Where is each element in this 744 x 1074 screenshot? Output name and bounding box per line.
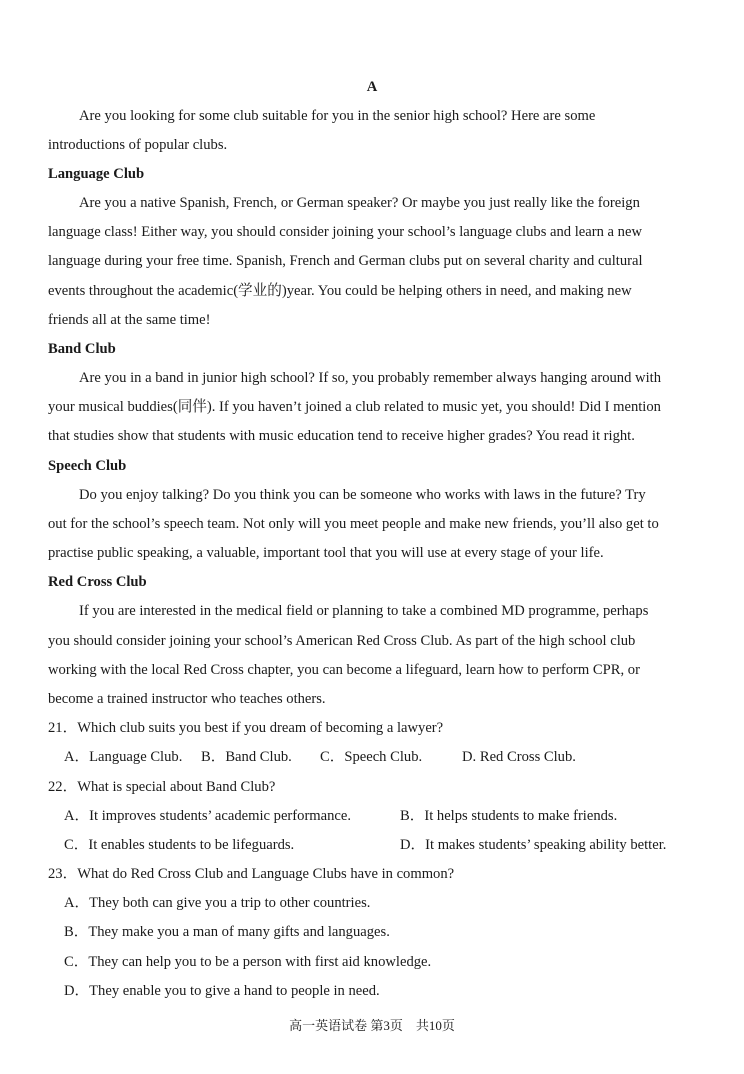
section-label: A xyxy=(366,79,378,95)
intro-line: introductions of popular clubs. xyxy=(48,137,228,153)
paragraph-line: Are you in a band in junior high school? If so, you probably remember always hanging around with xyxy=(79,370,661,386)
question-22-options xyxy=(64,806,704,826)
paragraph-line: language during your free time. Spanish, French and German clubs put on several charity and cultural xyxy=(48,253,643,269)
question-22-options xyxy=(64,835,704,855)
question-21-options xyxy=(64,747,704,767)
option-a[interactable]: A．It improves students’ academic performance. xyxy=(64,808,352,824)
question-21-stem: 21．Which club suits you best if you dream of becoming a lawyer? xyxy=(48,720,444,736)
club-heading-speech: Speech Club xyxy=(48,458,127,474)
paragraph-line: your musical buddies(同伴). If you haven’t joined a club related to music yet, you should! Did I mention xyxy=(48,399,661,415)
option-c[interactable]: C．It enables students to be lifeguards. xyxy=(64,837,295,853)
option-a[interactable]: A．Language Club. xyxy=(64,749,183,765)
club-heading-language: Language Club xyxy=(48,166,145,182)
paragraph-line: out for the school’s speech team. Not only will you meet people and make new friends, you’ll also get to xyxy=(48,516,659,532)
option-a[interactable]: A．They both can give you a trip to other countries. xyxy=(64,895,371,911)
paragraph-line: Do you enjoy talking? Do you think you can be someone who works with laws in the future? Try xyxy=(79,487,646,503)
option-c[interactable]: C．Speech Club. xyxy=(320,749,423,765)
page-footer: 高一英语试卷 第3页 共10页 xyxy=(289,1018,455,1033)
club-heading-red-cross: Red Cross Club xyxy=(48,574,147,590)
paragraph-line: Are you a native Spanish, French, or German speaker? Or maybe you just really like the foreign xyxy=(79,195,640,211)
paragraph-line: that studies show that students with music education tend to receive higher grades? You read it right. xyxy=(48,428,635,444)
paragraph-line: language class! Either way, you should consider joining your school’s language clubs and learn a new xyxy=(48,224,642,240)
option-d[interactable]: D．It makes students’ speaking ability better. xyxy=(400,837,667,853)
paragraph-line: practise public speaking, a valuable, important tool that you will use at every stage of your life. xyxy=(48,545,604,561)
paragraph-line: become a trained instructor who teaches others. xyxy=(48,691,326,707)
question-23-stem: 23．What do Red Cross Club and Language Clubs have in common? xyxy=(48,866,455,882)
option-b[interactable]: B．Band Club. xyxy=(201,749,292,765)
option-b[interactable]: B．It helps students to make friends. xyxy=(400,808,618,824)
option-b[interactable]: B．They make you a man of many gifts and languages. xyxy=(64,924,390,940)
question-22-stem: 22．What is special about Band Club? xyxy=(48,779,276,795)
option-d[interactable]: D. Red Cross Club. xyxy=(462,749,576,765)
paragraph-line: you should consider joining your school’s American Red Cross Club. As part of the high school club xyxy=(48,633,636,649)
option-c[interactable]: C．They can help you to be a person with first aid knowledge. xyxy=(64,954,432,970)
paragraph-line: events throughout the academic(学业的)year. You could be helping others in need, and making new xyxy=(48,283,632,299)
paragraph-line: friends all at the same time! xyxy=(48,312,211,328)
intro-line: Are you looking for some club suitable for you in the senior high school? Here are some xyxy=(79,108,596,124)
paragraph-line: If you are interested in the medical field or planning to take a combined MD programme, perhaps xyxy=(79,603,649,619)
club-heading-band: Band Club xyxy=(48,341,116,357)
option-d[interactable]: D．They enable you to give a hand to people in need. xyxy=(64,983,380,999)
paragraph-line: working with the local Red Cross chapter, you can become a lifeguard, learn how to perform CPR, or xyxy=(48,662,640,678)
